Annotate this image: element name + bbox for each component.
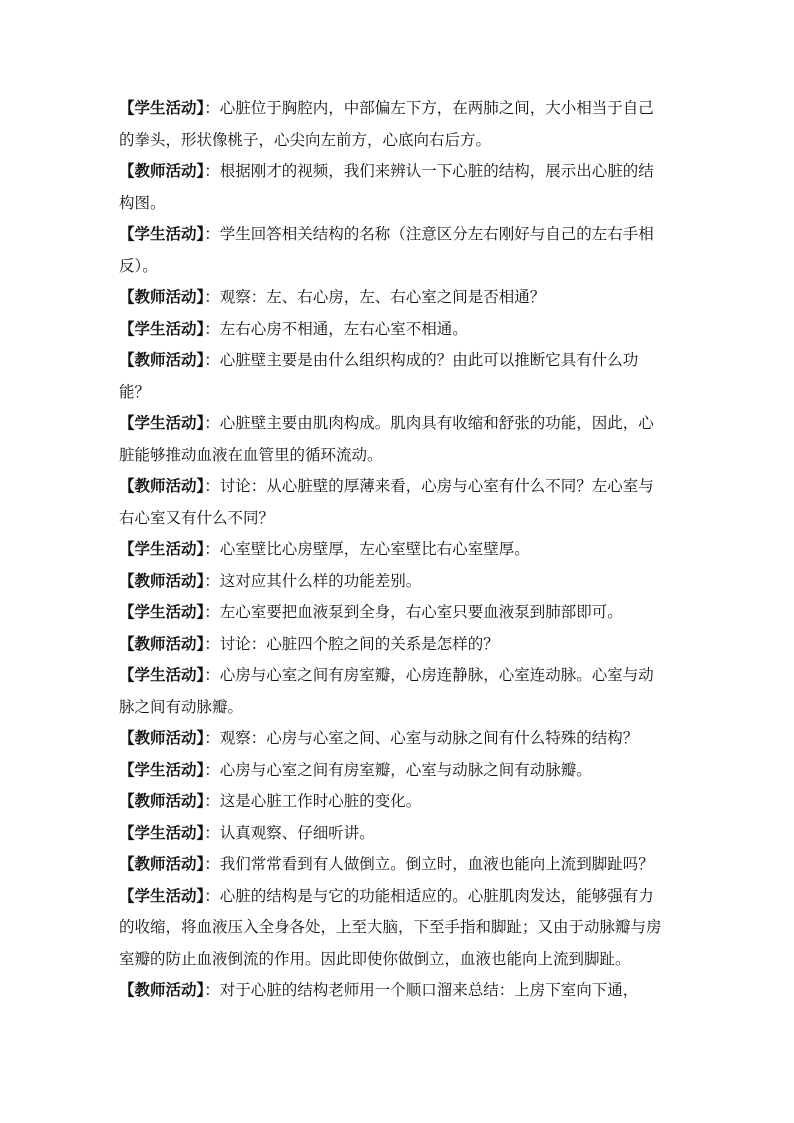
- paragraph-line: [119, 314, 679, 346]
- line-text: ：心脏的结构是与它的功能相适应的。心脏肌肉发达，能够强有力: [204, 886, 654, 905]
- speaker-tag: 【教师活动】: [119, 729, 205, 747]
- paragraph-line: [119, 125, 679, 157]
- speaker-tag: 【教师活动】: [119, 477, 205, 495]
- line-text: ：左右心房不相通，左右心室不相通。: [204, 319, 468, 338]
- line-text: 反）。: [119, 256, 158, 275]
- line-text: ：对于心脏的结构老师用一个顺口溜来总结：上房下室向下通，: [204, 981, 639, 999]
- paragraph-line: [119, 503, 679, 535]
- paragraph-line: [119, 93, 679, 125]
- line-text: ：心脏位于胸腔内，中部偏左下方，在两肺之间，大小相当于自己: [204, 99, 654, 117]
- line-text: ：讨论：心脏四个腔之间的关系是怎样的？: [204, 634, 499, 653]
- line-text: 能？: [119, 382, 151, 401]
- paragraph-line: [119, 629, 679, 661]
- speaker-tag: 【教师活动】: [119, 981, 205, 999]
- paragraph-line: [119, 345, 679, 377]
- line-text: 脏能够推动血液在血管里的循环流动。: [119, 445, 383, 464]
- paragraph-line: [119, 660, 679, 692]
- paragraph-line: [119, 912, 679, 944]
- paragraph-line: [119, 692, 679, 724]
- speaker-tag: 【学生活动】: [119, 319, 205, 338]
- speaker-tag: 【教师活动】: [119, 634, 205, 653]
- speaker-tag: 【学生活动】: [119, 225, 205, 243]
- paragraph-line: [119, 156, 679, 188]
- paragraph-line: [119, 440, 679, 472]
- paragraph-line: [119, 723, 679, 755]
- line-text: ：学生回答相关结构的名称（注意区分左右刚好与自己的左右手相: [204, 225, 654, 243]
- speaker-tag: 【学生活动】: [119, 666, 205, 684]
- line-text: 脉之间有动脉瓣。: [119, 697, 244, 716]
- line-text: ：根据刚才的视频，我们来辨认一下心脏的结构，展示出心脏的结: [204, 162, 654, 180]
- speaker-tag: 【学生活动】: [119, 99, 205, 117]
- line-text: ：左心室要把血液泵到全身，右心室只要血液泵到肺部即可。: [204, 603, 623, 621]
- line-text: ：心房与心室之间有房室瓣，心室与动脉之间有动脉瓣。: [204, 760, 592, 779]
- speaker-tag: 【教师活动】: [119, 855, 205, 873]
- line-text: 构图。: [119, 193, 166, 212]
- paragraph-line: [119, 786, 679, 818]
- line-text: 室瓣的防止血液倒流的作用。因此即使你做倒立，血液也能向上流到脚趾。: [119, 949, 631, 968]
- speaker-tag: 【学生活动】: [119, 886, 205, 905]
- paragraph-line: [119, 597, 679, 629]
- line-text: ：观察：心房与心室之间、心室与动脉之间有什么特殊的结构？: [204, 729, 639, 747]
- paragraph-line: [119, 818, 679, 850]
- paragraph-line: [119, 219, 679, 251]
- speaker-tag: 【教师活动】: [119, 351, 205, 369]
- paragraph-line: [119, 188, 679, 220]
- paragraph-line: [119, 251, 679, 283]
- line-text: ：观察：左、右心房，左、右心室之间是否相通？: [204, 288, 546, 306]
- speaker-tag: 【教师活动】: [119, 162, 205, 180]
- line-text: 的拳头，形状像桃子，心尖向左前方，心底向右后方。: [119, 130, 492, 149]
- line-text: ：心脏壁主要由肌肉构成。肌肉具有收缩和舒张的功能，因此，心: [204, 414, 654, 432]
- line-text: ：认真观察、仔细听讲。: [204, 823, 375, 842]
- paragraph-line: [119, 377, 679, 409]
- speaker-tag: 【教师活动】: [119, 792, 205, 810]
- paragraph-line: [119, 408, 679, 440]
- line-text: ：心室壁比心房壁厚，左心室壁比右心室壁厚。: [204, 540, 530, 558]
- paragraph-line: [119, 881, 679, 913]
- speaker-tag: 【学生活动】: [119, 540, 205, 558]
- line-text: ：心脏壁主要是由什么组织构成的？由此可以推断它具有什么功: [204, 351, 639, 369]
- line-text: ：这对应其什么样的功能差别。: [204, 571, 422, 590]
- paragraph-line: [119, 755, 679, 787]
- paragraph-line: [119, 534, 679, 566]
- line-text: ：我们常常看到有人做倒立。倒立时，血液也能向上流到脚趾吗？: [204, 855, 654, 873]
- line-text: 的收缩，将血液压入全身各处，上至大脑，下至手指和脚趾；又由于动脉瓣与房: [119, 918, 662, 936]
- speaker-tag: 【学生活动】: [119, 414, 205, 432]
- speaker-tag: 【教师活动】: [119, 288, 205, 306]
- speaker-tag: 【学生活动】: [119, 823, 205, 842]
- paragraph-line: [119, 944, 679, 976]
- paragraph-line: [119, 849, 679, 881]
- paragraph-line: [119, 282, 679, 314]
- paragraph-line: [119, 566, 679, 598]
- speaker-tag: 【学生活动】: [119, 603, 205, 621]
- paragraph-line: [119, 471, 679, 503]
- speaker-tag: 【教师活动】: [119, 571, 205, 590]
- speaker-tag: 【学生活动】: [119, 760, 205, 779]
- line-text: ：心房与心室之间有房室瓣，心房连静脉，心室连动脉。心室与动: [204, 666, 654, 684]
- paragraph-line: [119, 975, 679, 1007]
- document-page: [119, 93, 679, 1007]
- line-text: 右心室又有什么不同？: [119, 508, 275, 527]
- line-text: ：讨论：从心脏壁的厚薄来看，心房与心室有什么不同？左心室与: [204, 477, 654, 495]
- line-text: ：这是心脏工作时心脏的变化。: [204, 792, 422, 810]
